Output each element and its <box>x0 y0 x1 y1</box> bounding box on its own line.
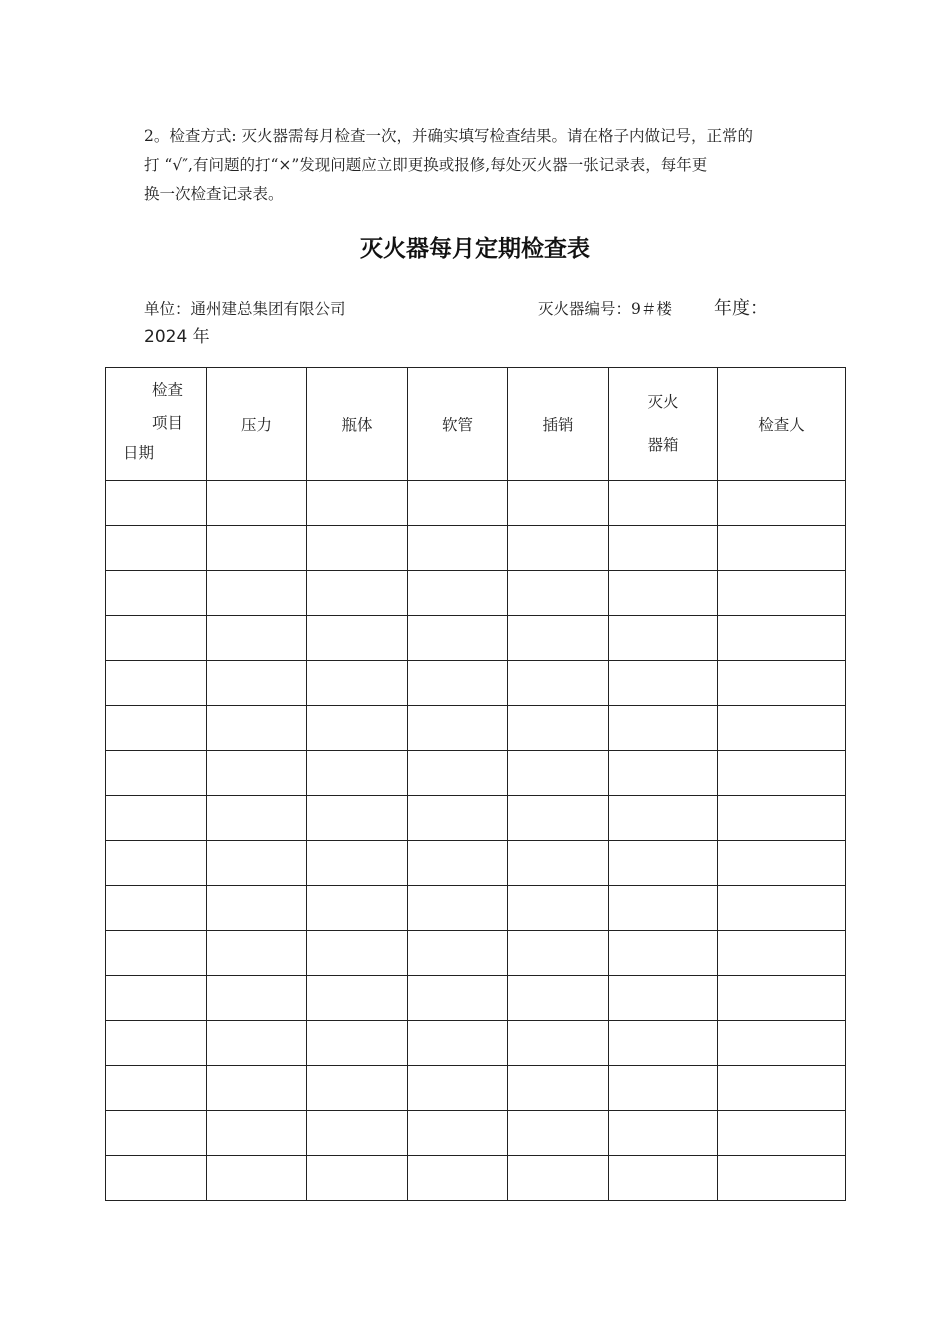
table-cell[interactable] <box>207 976 307 1021</box>
table-cell[interactable] <box>307 886 408 931</box>
table-cell[interactable] <box>408 1111 508 1156</box>
table-row <box>106 841 846 886</box>
corner-label-item-1: 检查 <box>152 381 184 399</box>
instruction-line: 打 “√″,有问题的打“×”发现问题应立即更换或报修,每处灭火器一张记录表，每年更 <box>144 156 708 174</box>
table-cell[interactable] <box>609 481 718 526</box>
table-cell[interactable] <box>106 526 207 571</box>
header-hose: 软管 <box>408 368 508 481</box>
table-cell[interactable] <box>609 1156 718 1201</box>
table-cell[interactable] <box>408 976 508 1021</box>
table-cell[interactable] <box>508 1111 609 1156</box>
table-cell[interactable] <box>718 526 846 571</box>
header-corner-cell <box>106 368 207 481</box>
table-cell[interactable] <box>207 616 307 661</box>
table-cell[interactable] <box>408 481 508 526</box>
table-cell[interactable] <box>508 976 609 1021</box>
table-cell[interactable] <box>106 706 207 751</box>
table-cell[interactable] <box>207 661 307 706</box>
table-cell[interactable] <box>207 526 307 571</box>
table-row <box>106 976 846 1021</box>
table-cell[interactable] <box>508 1066 609 1111</box>
table-row <box>106 481 846 526</box>
table-cell[interactable] <box>307 616 408 661</box>
table-cell[interactable] <box>609 751 718 796</box>
table-cell[interactable] <box>408 571 508 616</box>
table-cell[interactable] <box>508 526 609 571</box>
table-cell[interactable] <box>508 751 609 796</box>
instruction-line: 2。检查方式: 灭火器需每月检查一次，并确实填写检查结果。请在格子内做记号，正常的 <box>144 127 754 145</box>
table-cell[interactable] <box>307 481 408 526</box>
inspection-table <box>105 367 846 1201</box>
table-cell[interactable] <box>408 931 508 976</box>
table-cell[interactable] <box>609 886 718 931</box>
table-cell[interactable] <box>609 1066 718 1111</box>
table-cell[interactable] <box>106 886 207 931</box>
table-cell[interactable] <box>307 841 408 886</box>
table-cell[interactable] <box>106 1066 207 1111</box>
table-cell[interactable] <box>718 1066 846 1111</box>
table-cell[interactable] <box>207 571 307 616</box>
table-cell[interactable] <box>106 1021 207 1066</box>
inspection-instructions <box>144 122 814 209</box>
table-cell[interactable] <box>609 976 718 1021</box>
table-cell[interactable] <box>718 886 846 931</box>
table-cell[interactable] <box>609 1111 718 1156</box>
year-label: 年度： <box>714 298 768 319</box>
table-row <box>106 1156 846 1201</box>
table-cell[interactable] <box>207 1066 307 1111</box>
table-cell[interactable] <box>408 1021 508 1066</box>
table-row <box>106 796 846 841</box>
table-header-row <box>106 368 846 481</box>
header-box-line-1: 灭火 <box>647 393 679 411</box>
page-title: 灭火器每月定期检查表 <box>360 236 590 262</box>
table-cell[interactable] <box>106 931 207 976</box>
table-cell[interactable] <box>508 886 609 931</box>
table-cell[interactable] <box>106 1156 207 1201</box>
table-cell[interactable] <box>207 841 307 886</box>
table-cell[interactable] <box>508 706 609 751</box>
table-cell[interactable] <box>207 1156 307 1201</box>
extinguisher-number-label: 灭火器编号：9＃楼 <box>538 300 672 318</box>
table-row <box>106 1066 846 1111</box>
table-cell[interactable] <box>508 661 609 706</box>
table-row <box>106 886 846 931</box>
corner-label-date: 日期 <box>123 444 155 462</box>
table-cell[interactable] <box>718 841 846 886</box>
table-cell[interactable] <box>408 706 508 751</box>
table-cell[interactable] <box>307 1156 408 1201</box>
table-cell[interactable] <box>508 841 609 886</box>
table-cell[interactable] <box>718 931 846 976</box>
header-pin: 插销 <box>508 368 609 481</box>
table-cell[interactable] <box>508 1021 609 1066</box>
table-cell[interactable] <box>508 616 609 661</box>
table-cell[interactable] <box>106 481 207 526</box>
table-cell[interactable] <box>408 661 508 706</box>
table-cell[interactable] <box>207 751 307 796</box>
table-cell[interactable] <box>307 526 408 571</box>
table-cell[interactable] <box>609 931 718 976</box>
corner-label-item-2: 项目 <box>152 414 184 432</box>
table-cell[interactable] <box>307 976 408 1021</box>
table-body <box>106 481 846 1201</box>
table-cell[interactable] <box>508 796 609 841</box>
table-row <box>106 526 846 571</box>
table-cell[interactable] <box>718 1111 846 1156</box>
table-row <box>106 571 846 616</box>
table-cell[interactable] <box>106 976 207 1021</box>
header-body: 瓶体 <box>307 368 408 481</box>
header-pressure: 压力 <box>207 368 307 481</box>
table-cell[interactable] <box>718 796 846 841</box>
table-cell[interactable] <box>307 796 408 841</box>
unit-label: 单位：通州建总集团有限公司 <box>144 300 346 318</box>
table-cell[interactable] <box>718 1156 846 1201</box>
table-cell[interactable] <box>106 661 207 706</box>
table-cell[interactable] <box>207 1111 307 1156</box>
table-row <box>106 751 846 796</box>
table-cell[interactable] <box>408 886 508 931</box>
table-cell[interactable] <box>609 796 718 841</box>
table-cell[interactable] <box>609 661 718 706</box>
table-cell[interactable] <box>408 841 508 886</box>
header-box-line-2: 器箱 <box>647 436 679 454</box>
instruction-line: 换一次检查记录表。 <box>144 185 284 203</box>
table-cell[interactable] <box>718 481 846 526</box>
table-row <box>106 1021 846 1066</box>
table-cell[interactable] <box>207 706 307 751</box>
table-cell[interactable] <box>207 886 307 931</box>
table-cell[interactable] <box>307 1066 408 1111</box>
table-cell[interactable] <box>508 931 609 976</box>
table-cell[interactable] <box>609 571 718 616</box>
table-cell[interactable] <box>408 526 508 571</box>
table-cell[interactable] <box>106 571 207 616</box>
table-row <box>106 1111 846 1156</box>
table-cell[interactable] <box>307 661 408 706</box>
table-cell[interactable] <box>508 481 609 526</box>
header-inspector: 检查人 <box>718 368 846 481</box>
table-cell[interactable] <box>408 751 508 796</box>
table-cell[interactable] <box>718 976 846 1021</box>
table-cell[interactable] <box>718 571 846 616</box>
table-row <box>106 616 846 661</box>
table-cell[interactable] <box>408 616 508 661</box>
table-cell[interactable] <box>718 616 846 661</box>
table-cell[interactable] <box>718 661 846 706</box>
table-cell[interactable] <box>609 706 718 751</box>
table-cell[interactable] <box>207 1021 307 1066</box>
table-cell[interactable] <box>207 796 307 841</box>
table-cell[interactable] <box>307 706 408 751</box>
table-cell[interactable] <box>408 1066 508 1111</box>
table-cell[interactable] <box>207 481 307 526</box>
table-cell[interactable] <box>307 1111 408 1156</box>
table-cell[interactable] <box>408 1156 508 1201</box>
table-cell[interactable] <box>408 796 508 841</box>
table-cell[interactable] <box>307 571 408 616</box>
table-cell[interactable] <box>508 571 609 616</box>
table-cell[interactable] <box>718 1021 846 1066</box>
table-cell[interactable] <box>106 616 207 661</box>
table-row <box>106 931 846 976</box>
year-value: 2024 年 <box>144 327 210 347</box>
table-cell[interactable] <box>609 1021 718 1066</box>
table-cell[interactable] <box>609 526 718 571</box>
table-cell[interactable] <box>207 931 307 976</box>
table-cell[interactable] <box>106 841 207 886</box>
table-cell[interactable] <box>609 616 718 661</box>
table-cell[interactable] <box>106 751 207 796</box>
table-cell[interactable] <box>307 1021 408 1066</box>
table-row <box>106 661 846 706</box>
table-cell[interactable] <box>609 841 718 886</box>
table-cell[interactable] <box>106 796 207 841</box>
header-box <box>609 368 718 481</box>
table-cell[interactable] <box>508 1156 609 1201</box>
table-cell[interactable] <box>718 706 846 751</box>
table-cell[interactable] <box>307 751 408 796</box>
table-cell[interactable] <box>106 1111 207 1156</box>
table-cell[interactable] <box>307 931 408 976</box>
table-cell[interactable] <box>718 751 846 796</box>
table-row <box>106 706 846 751</box>
